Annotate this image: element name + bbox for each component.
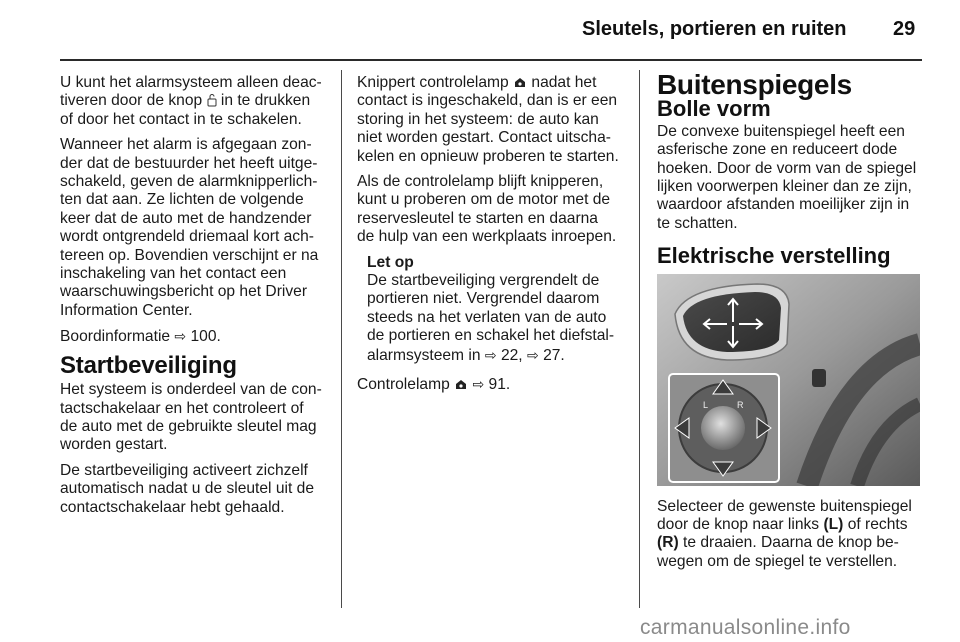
section-heading-buitenspiegels: Buitenspiegels <box>657 69 852 100</box>
column-3 <box>657 69 927 578</box>
paragraph-spare-key: Als de controlelamp blijft knipperen, kunt u proberen om de motor met de reservesleutel te starten en daarna de hulp van een werkplaats inroepen. <box>357 173 617 246</box>
column-1 <box>60 74 336 524</box>
paragraph-board-info-ref: Boordinformatie ⇨ 100. <box>60 328 221 346</box>
section-heading-startbeveiliging: Startbeveiliging <box>60 351 237 379</box>
running-title: Sleutels, portieren en ruiten <box>582 18 847 40</box>
immobilizer-lamp-icon <box>454 378 468 390</box>
page-ref-link[interactable]: 27. <box>543 346 565 364</box>
page-ref-arrow-icon: ⇨ <box>484 346 497 363</box>
paragraph-lamp-flashing: Knippert controlelamp nadat het contact is ingeschakeld, dan is er een storing in het systeem: de auto kan niet worden gestart. Contact uitscha- kelen en opnieuw proberen te starten. <box>357 74 619 165</box>
note-title: Let op <box>367 253 414 271</box>
paragraph-mirror-select: Selecteer de gewenste buitenspiegel door de knop naar links (L) of rechts (R) te draaien. Daarna de knop be- wegen om de spiegel te verstellen. <box>657 497 912 570</box>
column-divider-2 <box>639 70 640 608</box>
page-header <box>0 0 960 62</box>
paragraph-lamp-ref: Controlelamp ⇨ 91. <box>357 376 511 394</box>
paragraph-immobilizer-activate: De startbeveiliging activeert zichzelf automatisch nadat u de sleutel uit de contactschakelaar hebt gehaald. <box>60 461 314 516</box>
watermark: carmanualsonline.info <box>640 616 851 639</box>
page-ref-link[interactable]: 22, <box>500 346 523 364</box>
paragraph-convex-mirror: De convexe buitenspiegel heeft een asferische zone en reduceert dode hoeken. Door de vorm van de spiegel lijken voorwerpen kleiner dan ze zijn, waardoor afstanden moeilijker zijn in te schatten. <box>657 122 917 232</box>
paragraph-alarm-triggered: Wanneer het alarm is afgegaan zon- der dat de bestuurder het heeft uitge- schakeld, geven de alarmknipperlich- ten dat aan. Ze lichten de volgende keer dat de auto met de handzender wordt ontgrendeld driemaal kort ach- tereen op. Bovendien verschijnt er na inschakeling van het contact een waarschuwingsbericht op het Driver Information Center. <box>60 136 319 319</box>
column-2 <box>357 74 635 402</box>
subheading-bolle-vorm: Bolle vorm <box>657 96 771 122</box>
mirror-adjustment-photo <box>657 274 920 486</box>
header-rule <box>60 59 922 61</box>
paragraph-alarm-deactivate: U kunt het alarmsysteem alleen deac- tiveren door de knop in te drukken of door het contact in te schakelen. <box>60 74 322 128</box>
knob-label-right: R <box>737 399 744 410</box>
page-ref-arrow-icon: ⇨ <box>472 376 485 393</box>
column-divider-1 <box>341 70 342 608</box>
page-number: 29 <box>893 18 916 40</box>
page-ref-arrow-icon: ⇨ <box>174 328 187 345</box>
page-ref-link[interactable]: 91. <box>488 376 511 394</box>
subheading-elektrische-verstelling: Elektrische verstelling <box>657 243 891 269</box>
page-ref-arrow-icon: ⇨ <box>526 346 539 363</box>
page-ref-link[interactable]: 100. <box>190 328 221 346</box>
immobilizer-lamp-icon <box>513 76 527 88</box>
paragraph-immobilizer-intro: Het systeem is onderdeel van de con- tactschakelaar en het controleert of de auto met de gebruikte sleutel mag worden gestart. <box>60 381 322 454</box>
note-block: Let op De startbeveiliging vergrendelt de portieren niet. Vergrendel daarom steeds na het verlaten van de auto de portieren en schakel het diefstal- alarmsysteem in ⇨ 22, ⇨ 27. <box>357 254 635 365</box>
unlock-key-icon <box>207 93 217 107</box>
knob-label-left: L <box>703 399 709 410</box>
